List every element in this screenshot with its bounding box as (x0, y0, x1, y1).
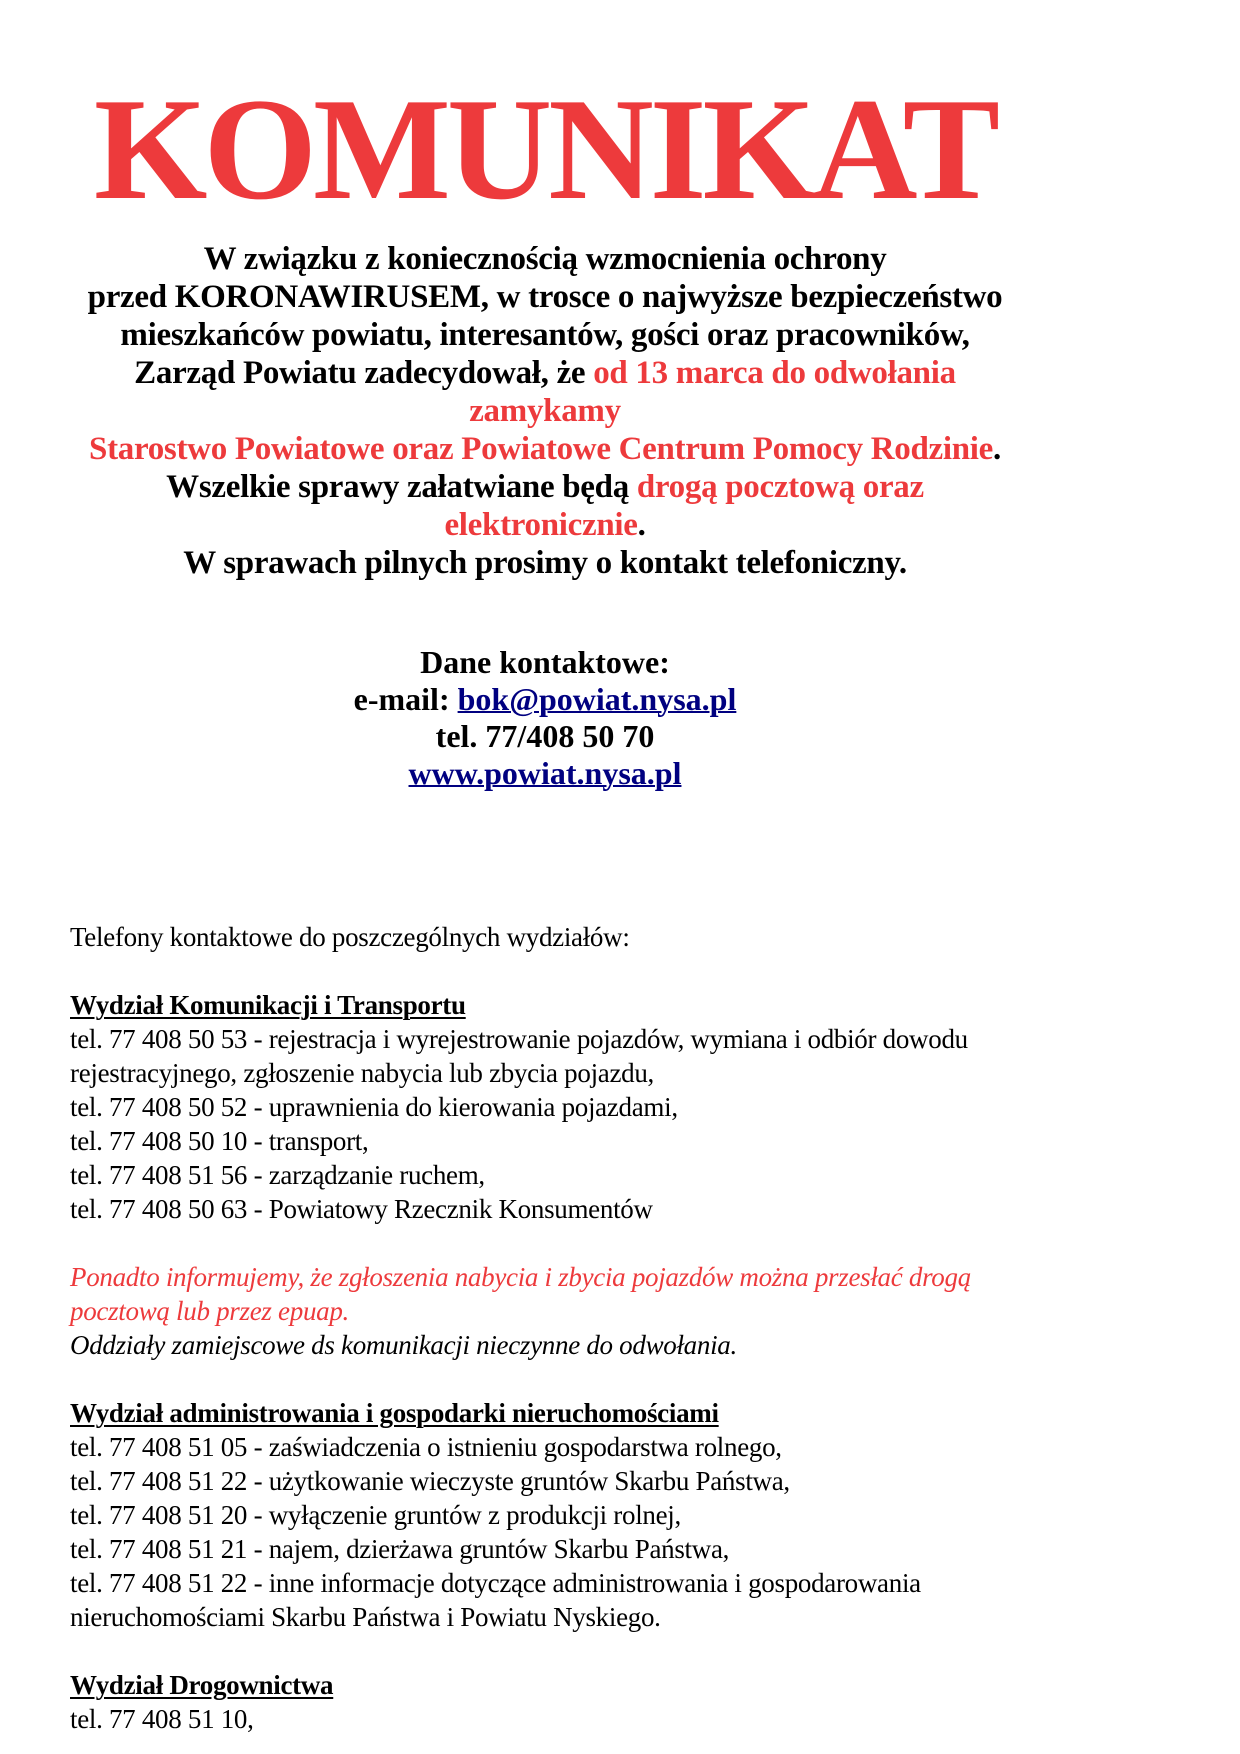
highlighted-text: Starostwo Powiatowe oraz Powiatowe Centrum Pomocy Rodzinie (89, 431, 994, 467)
section-phone-list (70, 1702, 1170, 1736)
contact-email-line (70, 681, 1020, 718)
text-line: tel. 77 408 51 22 - użytkowanie wieczyste gruntów Skarbu Państwa, (70, 1466, 790, 1496)
text-line (70, 240, 1020, 278)
text-line (70, 316, 1020, 354)
departments-body (70, 920, 1170, 1736)
text-line: tel. 77 408 51 22 - inne informacje dotyczące administrowania i gospodarowania (70, 1568, 921, 1598)
contact-heading: Dane kontaktowe: (420, 644, 670, 680)
text-line: tel. 77 408 51 05 - zaświadczenia o istnieniu gospodarstwa rolnego, (70, 1432, 782, 1462)
section-nieruchomosci (70, 1396, 1170, 1634)
email-link[interactable]: bok@powiat.nysa.pl (457, 681, 737, 717)
email-label: e-mail: (353, 681, 458, 717)
text-line: rejestracyjnego, zgłoszenie nabycia lub zbycia pojazdu, (70, 1058, 654, 1088)
text-line: tel. 77 408 50 10 - transport, (70, 1126, 369, 1156)
highlighted-text: od 13 marca do odwołania zamykamy (469, 355, 956, 429)
text-line (70, 354, 1020, 430)
text-segment: przed KORONAWIRUSEM, w trosce o najwyższe bezpieczeństwo (87, 279, 1003, 315)
text-segment: W związku z koniecznością wzmocnienia ochrony (203, 241, 887, 277)
text-line (70, 468, 1020, 544)
text-line: tel. 77 408 51 20 - wyłączenie gruntów z produkcji rolnej, (70, 1500, 681, 1530)
section-heading: Wydział Komunikacji i Transportu (70, 990, 466, 1020)
section-phone-list (70, 1430, 1170, 1634)
text-line: nieruchomościami Skarbu Państwa i Powiatu Nyskiego. (70, 1602, 661, 1632)
text-segment: Wszelkie sprawy załatwiane będą (166, 469, 637, 505)
section-komunikacja-transport (70, 988, 1170, 1226)
text-line: tel. 77 408 51 21 - najem, dzierżawa gruntów Skarbu Państwa, (70, 1534, 730, 1564)
highlighted-text: drogą pocztową oraz elektronicznie (444, 469, 924, 543)
text-line: tel. 77 408 50 63 - Powiatowy Rzecznik Konsumentów (70, 1194, 653, 1224)
intro-paragraph (70, 240, 1020, 582)
text-segment: mieszkańców powiatu, interesantów, gości oraz pracowników, (120, 317, 970, 353)
text-segment: . (993, 431, 1001, 467)
contact-block (70, 644, 1020, 792)
contact-website-line (70, 755, 1020, 792)
website-link[interactable]: www.powiat.nysa.pl (408, 755, 682, 791)
text-segment: . (637, 507, 646, 543)
text-line (70, 278, 1020, 316)
section-heading: Wydział Drogownictwa (70, 1670, 334, 1700)
text-line (70, 1260, 1170, 1294)
highlighted-text: pocztową lub przez epuap. (70, 1296, 349, 1326)
text-line (70, 544, 1020, 582)
text-line (70, 1328, 1170, 1362)
text-segment: W sprawach pilnych prosimy o kontakt telefoniczny. (183, 545, 907, 581)
departments-intro: Telefony kontaktowe do poszczególnych wydziałów: (70, 922, 630, 952)
section-phone-list (70, 1022, 1170, 1226)
text-segment: Oddziały zamiejscowe ds komunikacji nieczynne do odwołania. (70, 1330, 737, 1360)
text-line: tel. 77 408 51 56 - zarządzanie ruchem, (70, 1160, 485, 1190)
section-heading: Wydział administrowania i gospodarki nieruchomościami (70, 1398, 719, 1428)
text-line: tel. 77 408 51 10, (70, 1704, 254, 1734)
text-line (70, 1294, 1170, 1328)
section-drogownictwo (70, 1668, 1170, 1736)
text-line (70, 430, 1020, 468)
text-line: tel. 77 408 50 53 - rejestracja i wyrejestrowanie pojazdów, wymiana i odbiór dowodu (70, 1024, 968, 1054)
text-line: tel. 77 408 50 52 - uprawnienia do kierowania pojazdami, (70, 1092, 678, 1122)
announcement-header (70, 68, 1020, 792)
epuap-note (70, 1260, 1170, 1362)
page-title: KOMUNIKAT (93, 68, 997, 230)
text-segment: Zarząd Powiatu zadecydował, że (134, 355, 594, 391)
highlighted-text: Ponadto informujemy, że zgłoszenia nabycia i zbycia pojazdów można przesłać drogą (70, 1262, 971, 1292)
contact-phone: tel. 77/408 50 70 (435, 718, 655, 754)
